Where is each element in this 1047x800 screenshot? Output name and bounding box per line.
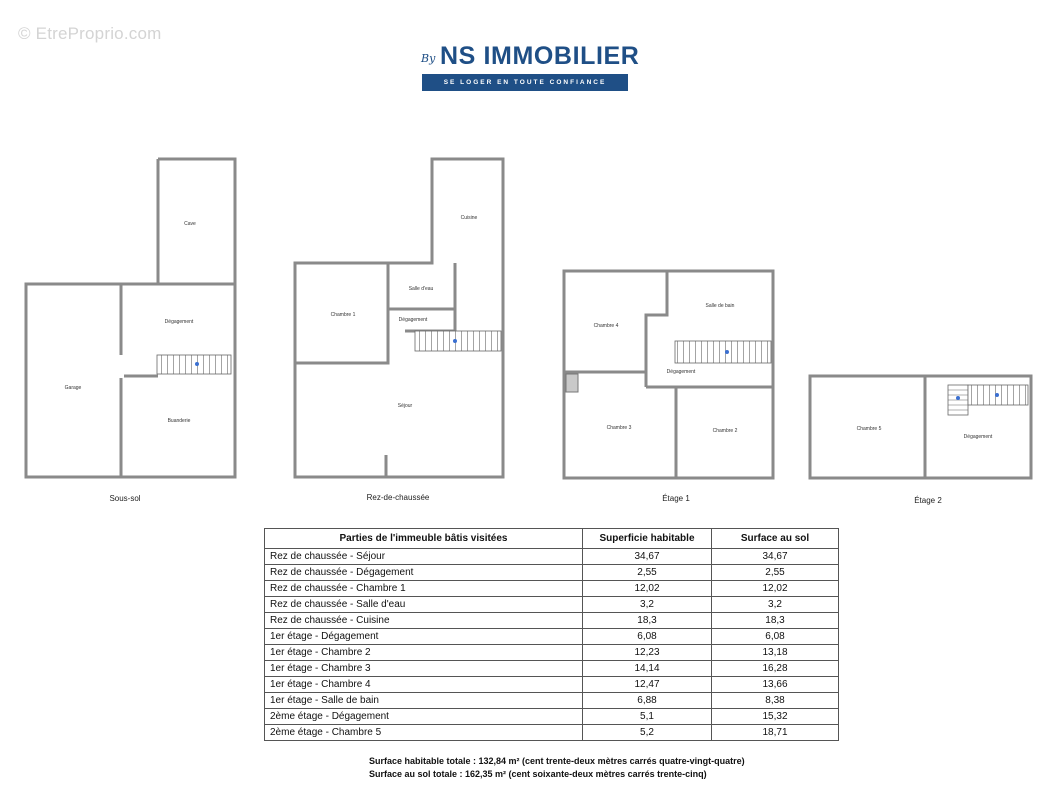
column-header-superficie-habitable: Superficie habitable [583, 529, 712, 549]
room-degagement-rdc: Dégagement [398, 317, 428, 323]
room-chambre-4: Chambre 4 [593, 323, 619, 329]
cell-superficie-habitable: 6,88 [583, 693, 712, 709]
stairs-marker [453, 339, 457, 343]
cell-superficie-habitable: 14,14 [583, 661, 712, 677]
cell-surface-au-sol: 6,08 [712, 629, 839, 645]
cell-superficie-habitable: 12,47 [583, 677, 712, 693]
cell-partie: 2ème étage - Chambre 5 [265, 725, 583, 741]
cell-superficie-habitable: 18,3 [583, 613, 712, 629]
column-header-parties: Parties de l'immeuble bâtis visitées [265, 529, 583, 549]
table-row [265, 645, 839, 661]
table-row [265, 613, 839, 629]
floor-label-sous-sol: Sous-sol [109, 494, 141, 503]
cell-partie: 2ème étage - Dégagement [265, 709, 583, 725]
table-body [265, 549, 839, 741]
room-degagement-etage-1: Dégagement [666, 369, 696, 375]
table-row [265, 581, 839, 597]
cell-surface-au-sol: 18,3 [712, 613, 839, 629]
room-chambre-3: Chambre 3 [606, 425, 632, 431]
room-salle-de-bain: Salle de bain [705, 303, 735, 309]
cell-surface-au-sol: 15,32 [712, 709, 839, 725]
table-row [265, 597, 839, 613]
stairs-marker [956, 396, 960, 400]
plan-sous-sol [26, 159, 235, 477]
cell-surface-au-sol: 18,71 [712, 725, 839, 741]
cell-partie: 1er étage - Dégagement [265, 629, 583, 645]
table-row [265, 629, 839, 645]
logo-prefix: By [421, 52, 436, 65]
stairs-marker [725, 350, 729, 354]
cell-surface-au-sol: 8,38 [712, 693, 839, 709]
cell-surface-au-sol: 34,67 [712, 549, 839, 565]
room-buanderie: Buanderie [167, 418, 191, 424]
room-sejour: Séjour [397, 403, 413, 409]
table-row [265, 725, 839, 741]
cell-superficie-habitable: 12,02 [583, 581, 712, 597]
stairs-sous-sol [157, 355, 231, 374]
room-chambre-1: Chambre 1 [330, 312, 356, 318]
cell-partie: 1er étage - Chambre 3 [265, 661, 583, 677]
floor-label-etage-2: Étage 2 [914, 496, 942, 505]
cell-superficie-habitable: 6,08 [583, 629, 712, 645]
logo-tagline: SE LOGER EN TOUTE CONFIANCE [422, 74, 628, 91]
stairs-rdc [415, 331, 501, 351]
table-row [265, 709, 839, 725]
cell-partie: 1er étage - Salle de bain [265, 693, 583, 709]
cell-partie: 1er étage - Chambre 2 [265, 645, 583, 661]
cell-partie: Rez de chaussée - Séjour [265, 549, 583, 565]
chimney-block [566, 374, 578, 392]
cell-surface-au-sol: 3,2 [712, 597, 839, 613]
cell-surface-au-sol: 13,18 [712, 645, 839, 661]
room-garage: Garage [64, 385, 82, 391]
total-surface-habitable: Surface habitable totale : 132,84 m² (cent trente-deux mètres carrés quatre-vingt-quatre) [369, 756, 745, 766]
table-row [265, 661, 839, 677]
cell-partie: 1er étage - Chambre 4 [265, 677, 583, 693]
room-cave: Cave [184, 221, 196, 227]
stairs-marker [995, 393, 999, 397]
room-salle-eau: Salle d'eau [408, 286, 434, 292]
table-row [265, 677, 839, 693]
table-row [265, 565, 839, 581]
cell-surface-au-sol: 13,66 [712, 677, 839, 693]
cell-partie: Rez de chaussée - Cuisine [265, 613, 583, 629]
cell-partie: Rez de chaussée - Chambre 1 [265, 581, 583, 597]
cell-surface-au-sol: 16,28 [712, 661, 839, 677]
stairs-etage-1 [675, 341, 771, 363]
cell-surface-au-sol: 2,55 [712, 565, 839, 581]
stairs-marker [195, 362, 199, 366]
cell-partie: Rez de chaussée - Salle d'eau [265, 597, 583, 613]
room-degagement-etage-2: Dégagement [963, 434, 993, 440]
cell-superficie-habitable: 12,23 [583, 645, 712, 661]
totals [369, 755, 745, 781]
watermark: © EtreProprio.com [18, 24, 162, 43]
cell-superficie-habitable: 3,2 [583, 597, 712, 613]
cell-superficie-habitable: 5,2 [583, 725, 712, 741]
cell-partie: Rez de chaussée - Dégagement [265, 565, 583, 581]
column-header-surface-au-sol: Surface au sol [712, 529, 839, 549]
table-header-row [265, 529, 839, 549]
room-degagement-sous-sol: Dégagement [164, 319, 194, 325]
floor-label-rdc: Rez-de-chaussée [366, 493, 430, 502]
logo-brand: NS IMMOBILIER [440, 42, 640, 70]
room-chambre-2: Chambre 2 [712, 428, 738, 434]
total-surface-au-sol: Surface au sol totale : 162,35 m² (cent soixante-deux mètres carrés trente-cinq) [369, 769, 707, 779]
cell-superficie-habitable: 34,67 [583, 549, 712, 565]
room-chambre-5: Chambre 5 [856, 426, 882, 432]
cell-superficie-habitable: 5,1 [583, 709, 712, 725]
room-cuisine: Cuisine [460, 215, 478, 221]
cell-superficie-habitable: 2,55 [583, 565, 712, 581]
floor-label-etage-1: Étage 1 [662, 494, 690, 503]
cell-surface-au-sol: 12,02 [712, 581, 839, 597]
table-row [265, 549, 839, 565]
surface-table [264, 528, 839, 741]
table-row [265, 693, 839, 709]
